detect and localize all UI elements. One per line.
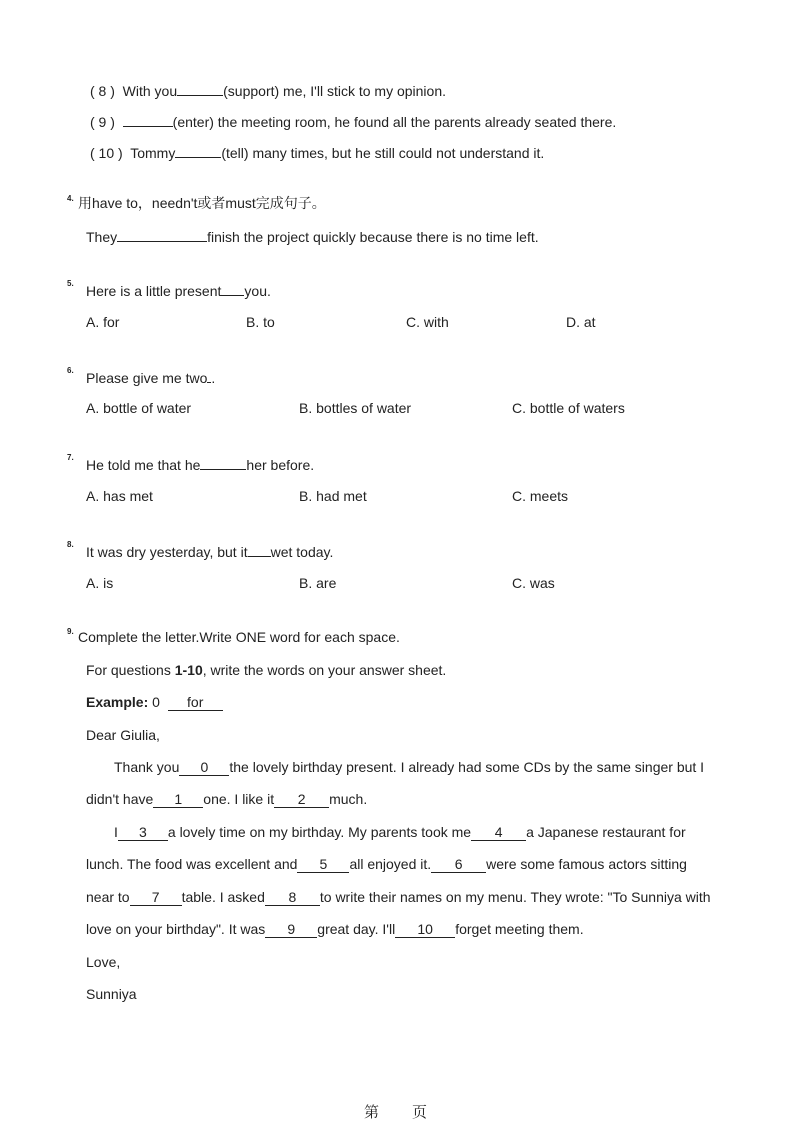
option-c[interactable]: C. bottle of waters <box>512 400 625 416</box>
option-b[interactable]: B. had met <box>299 488 367 504</box>
question-instruction: 用have to，needn't或者must完成句子。 <box>78 195 326 211</box>
answer-blank <box>175 142 221 158</box>
question-number: 5. <box>67 279 74 288</box>
footer-page-suffix: 页 <box>412 1103 428 1121</box>
letter-blank: 2 <box>274 792 329 808</box>
item-label: ( 10 ) <box>90 145 123 161</box>
letter-blank: 0 <box>179 760 229 776</box>
questions-note: For questions 1-10, write the words on your answer sheet. <box>86 662 447 678</box>
question-4-sentence: They finish the project quickly because there is no time left. <box>86 226 539 246</box>
option-c[interactable]: C. with <box>406 314 449 330</box>
item-9: ( 9 ) (enter) the meeting room, he found all the parents already seated there. <box>90 111 616 131</box>
letter-blank: 10 <box>395 922 455 938</box>
footer-page-prefix: 第 <box>364 1103 380 1121</box>
letter-blank: 9 <box>265 922 317 938</box>
option-b[interactable]: B. to <box>246 314 275 330</box>
example-line: Example: 0 for <box>86 693 223 711</box>
letter-signature: Sunniya <box>86 986 137 1002</box>
option-a[interactable]: A. has met <box>86 488 153 504</box>
letter-line-5: near to 7 table. I asked 8 to write their names on my menu. They wrote: "To Sunniya with <box>86 889 711 905</box>
option-b[interactable]: B. bottles of water <box>299 400 412 416</box>
option-d[interactable]: D. at <box>566 314 596 330</box>
question-7-stem: He told me that he her before. <box>86 454 314 474</box>
question-8-stem: It was dry yesterday, but it wet today. <box>86 541 333 561</box>
letter-blank: 4 <box>471 825 526 841</box>
option-a[interactable]: A. bottle of water <box>86 400 192 416</box>
option-c[interactable]: C. was <box>512 575 555 591</box>
letter-blank: 8 <box>265 890 320 906</box>
question-6-stem: Please give me two . <box>86 367 215 387</box>
question-instruction: Complete the letter.Write ONE word for each space. <box>78 629 400 645</box>
question-5-stem: Here is a little present you. <box>86 280 271 300</box>
answer-blank <box>117 226 207 242</box>
question-number: 6. <box>67 366 74 375</box>
letter-line-4: lunch. The food was excellent and 5 all enjoyed it. 6 were some famous actors sitting <box>86 856 687 872</box>
letter-blank: 6 <box>431 857 486 873</box>
letter-blank: 3 <box>118 825 168 841</box>
letter-blank: 7 <box>130 890 182 906</box>
answer-blank <box>221 280 244 296</box>
option-a[interactable]: A. for <box>86 314 120 330</box>
answer-blank <box>123 111 173 127</box>
letter-blank: 1 <box>153 792 203 808</box>
letter-line-2: didn't have 1 one. I like it 2 much. <box>86 791 368 807</box>
option-a[interactable]: A. is <box>86 575 114 591</box>
letter-line-3: I 3 a lovely time on my birthday. My parents took me 4 a Japanese restaurant for <box>114 824 686 840</box>
item-8: ( 8 ) With you (support) me, I'll stick to my opinion. <box>90 80 446 100</box>
answer-blank <box>177 80 223 96</box>
question-number: 7. <box>67 453 74 462</box>
item-label: ( 8 ) <box>90 83 115 99</box>
letter-line-6: love on your birthday". It was 9 great day. I'll 10 forget meeting them. <box>86 921 584 937</box>
letter-closing: Love, <box>86 954 121 970</box>
answer-blank <box>248 541 271 557</box>
example-answer: for <box>168 695 223 711</box>
option-b[interactable]: B. are <box>299 575 337 591</box>
letter-line-1: Thank you 0 the lovely birthday present. I already had some CDs by the same singer but I <box>114 759 705 775</box>
item-label: ( 9 ) <box>90 114 115 130</box>
question-number: 9. <box>67 627 74 636</box>
letter-greeting: Dear Giulia, <box>86 727 160 743</box>
item-10: ( 10 ) Tommy (tell) many times, but he still could not understand it. <box>90 142 544 162</box>
option-c[interactable]: C. meets <box>512 488 569 504</box>
question-number: 8. <box>67 540 74 549</box>
letter-blank: 5 <box>297 857 349 873</box>
question-number: 4. <box>67 194 74 203</box>
answer-blank <box>200 454 246 470</box>
